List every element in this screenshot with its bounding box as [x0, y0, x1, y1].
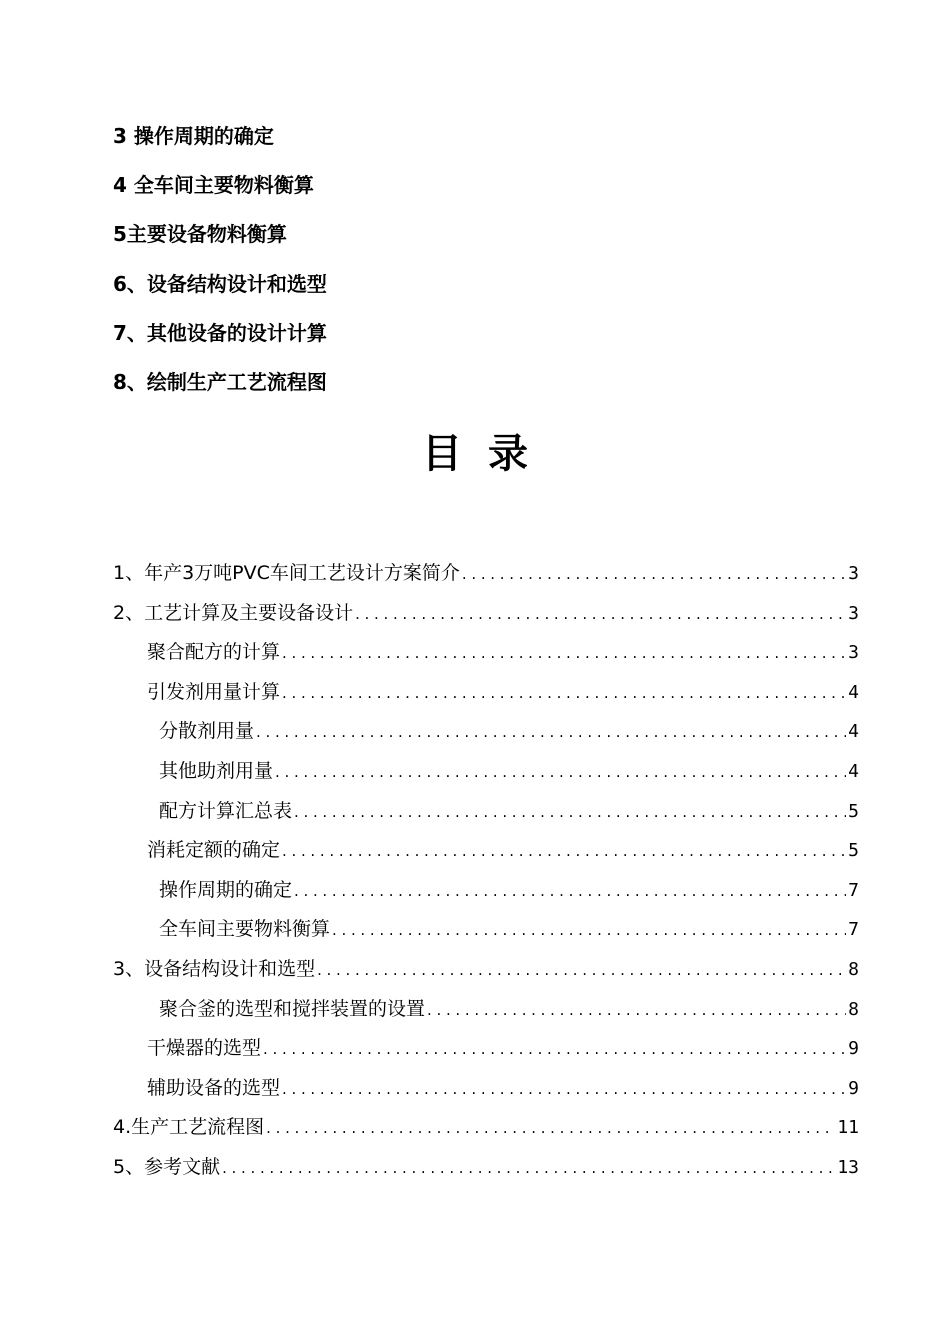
toc-entry-label: 消耗定额的确定 [147, 839, 281, 862]
toc-leader-dots [263, 1031, 846, 1067]
task-item-list [113, 118, 327, 413]
toc-leader-dots [462, 556, 846, 592]
toc-entry-page: 7 [848, 879, 859, 901]
toc-entry-page: 3 [848, 602, 859, 624]
toc-entry-label: 干燥器的选型 [147, 1037, 262, 1060]
toc-entry-page: 3 [848, 642, 859, 664]
toc-entry-label: 引发剂用量计算 [147, 680, 281, 703]
toc-leader-dots [266, 1110, 835, 1146]
toc-entry-label: 辅助设备的选型 [147, 1076, 281, 1099]
toc-entry[interactable] [113, 634, 859, 674]
toc-entry-page: 9 [848, 1038, 859, 1060]
toc-entry-page: 4 [848, 681, 859, 703]
toc-leader-dots [275, 754, 846, 790]
toc-entry-label: 其他助剂用量 [159, 759, 274, 782]
toc-entry[interactable] [113, 991, 859, 1031]
toc-leader-dots [282, 635, 846, 671]
toc-entry-page: 13 [837, 1156, 859, 1178]
task-item: 5主要设备物料衡算 [113, 222, 287, 247]
toc-entry-page: 8 [848, 958, 859, 980]
toc-entry[interactable] [113, 1109, 859, 1149]
toc-entry-page: 3 [848, 563, 859, 584]
toc-entry[interactable] [113, 832, 859, 872]
toc-leader-dots [427, 992, 846, 1028]
toc-entry-label: 全车间主要物料衡算 [159, 918, 331, 941]
toc-entry-page: 8 [848, 998, 859, 1020]
toc-entry-label: 5、参考文献 [113, 1155, 221, 1178]
toc-entry-page: 11 [837, 1117, 859, 1139]
task-item: 6、设备结构设计和选型 [113, 271, 327, 296]
toc-entry-page: 7 [848, 919, 859, 941]
toc-entry-label: 聚合釜的选型和搅拌装置的设置 [159, 997, 426, 1020]
task-item: 3 操作周期的确定 [113, 124, 274, 148]
toc-entry-label: 操作周期的确定 [159, 878, 293, 901]
toc-leader-dots [294, 794, 846, 830]
toc-leader-dots [332, 912, 846, 948]
toc-entry[interactable] [113, 1070, 859, 1110]
toc-entry[interactable] [113, 951, 859, 991]
toc-entry-label: 配方计算汇总表 [159, 799, 293, 822]
toc-entry-label: 2、工艺计算及主要设备设计 [113, 601, 354, 624]
toc-entry-label: 1、年产3万吨PVC车间工艺设计方案简介 [113, 562, 460, 584]
toc-entry[interactable] [113, 1030, 859, 1070]
toc-entry[interactable] [113, 1149, 859, 1189]
toc-entry-label: 3、设备结构设计和选型 [113, 957, 316, 980]
toc-leader-dots [256, 714, 846, 750]
toc-entry-label: 分散剂用量 [159, 720, 255, 743]
toc-entry-label: 4.生产工艺流程图 [113, 1116, 265, 1139]
task-item: 7、其他设备的设计计算 [113, 320, 327, 345]
toc-entry-page: 4 [848, 721, 859, 743]
toc-entry-page: 9 [848, 1077, 859, 1099]
toc-leader-dots [317, 952, 846, 988]
toc-leader-dots [282, 833, 846, 869]
toc-entry[interactable] [113, 911, 859, 951]
toc-entry-page: 4 [848, 760, 859, 782]
toc-leader-dots [282, 1071, 846, 1107]
toc-leader-dots [355, 596, 846, 632]
toc-entry[interactable] [113, 793, 859, 833]
toc-entry[interactable] [113, 872, 859, 912]
toc-entry[interactable] [113, 555, 859, 595]
table-of-contents [113, 555, 859, 1189]
toc-entry-label: 聚合配方的计算 [147, 641, 281, 664]
toc-entry[interactable] [113, 753, 859, 793]
task-item: 8、绘制生产工艺流程图 [113, 369, 327, 394]
toc-entry[interactable] [113, 595, 859, 635]
toc-leader-dots [282, 675, 846, 711]
toc-entry-page: 5 [848, 840, 859, 862]
toc-leader-dots [294, 873, 846, 909]
toc-leader-dots [222, 1150, 835, 1186]
toc-title: 目录 [422, 431, 554, 477]
toc-entry[interactable] [113, 674, 859, 714]
toc-entry-page: 5 [848, 800, 859, 822]
task-item: 4 全车间主要物料衡算 [113, 173, 314, 198]
toc-entry[interactable] [113, 713, 859, 753]
